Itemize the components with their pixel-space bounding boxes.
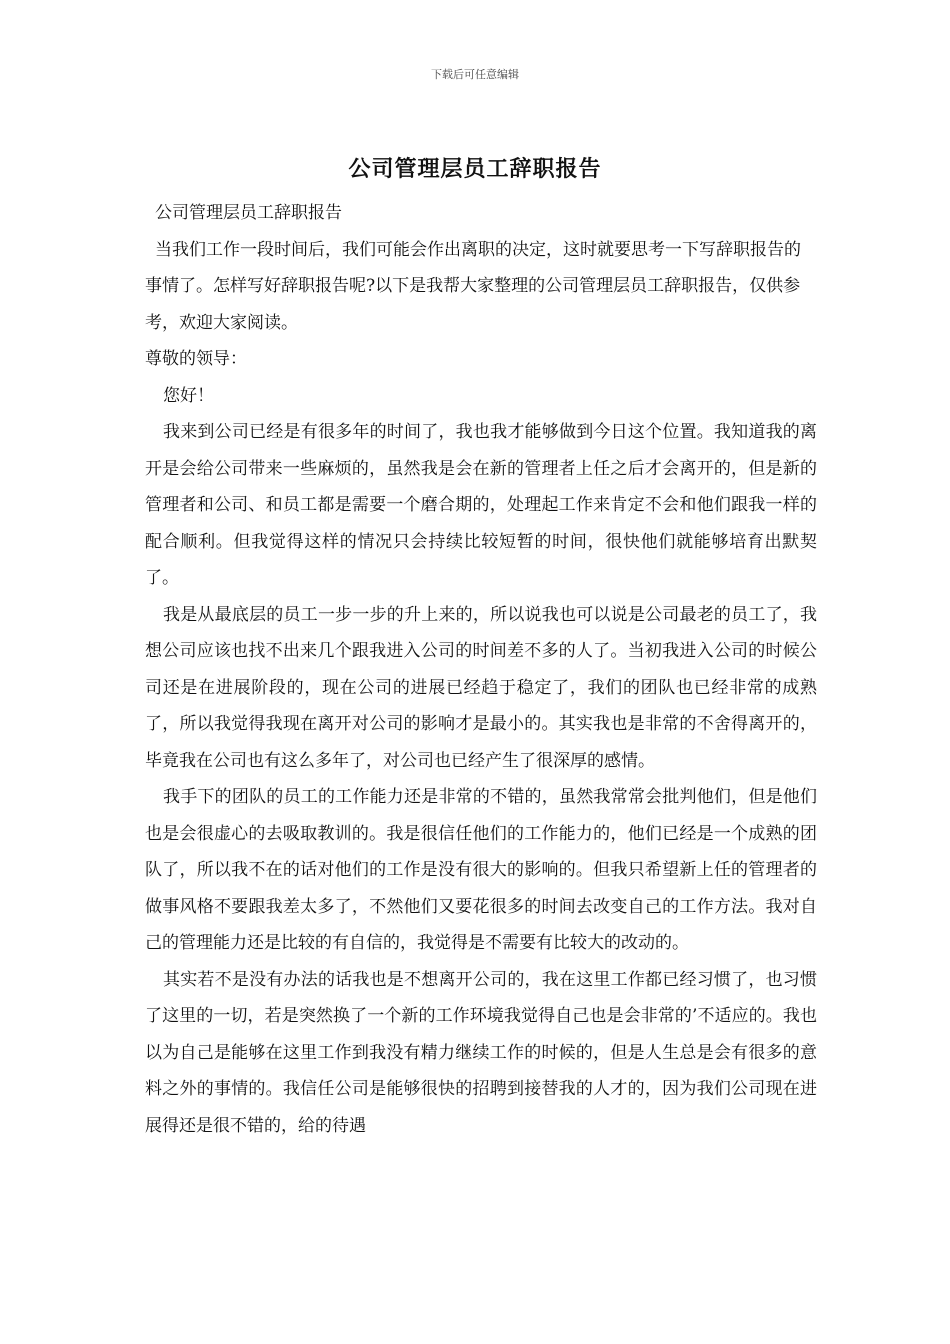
salutation: 尊敬的领导： [145, 349, 247, 369]
greeting: 您好！ [163, 385, 214, 406]
body-paragraph: 我手下的团队的员工的工作能力还是非常的不错的，虽然我常常会批判他们，但是他们也是会很虚心的去吸取教训的。我是很信任他们的工作能力的，他们已经是一个成熟的团队了，所以我不在的话对他们的工作是没有很大的影响的。但我只希望新上任的管理者的做事风格不要跟我差太多了，不然他们又要花很多的时间去改变自己的工作方法。我对自己的管理能力还是比较的有自信的，我觉得是不需要有比较大的改动的。 [145, 787, 817, 953]
document-body [145, 195, 817, 1144]
body-paragraph: 其实若不是没有办法的话我也是不想离开公司的，我在这里工作都已经习惯了，也习惯了这里的一切，若是突然换了一个新的工作环境我觉得自己也是会非常的’不适应的。我也以为自己是能够在这里工作到我没有精力继续工作的时候的，但是人生总是会有很多的意料之外的事情的。我信任公司是能够很快的招聘到接替我的人才的，因为我们公司现在进展得还是很不错的，给的待遇 [145, 969, 817, 1136]
header-note: 下载后可任意编辑 [431, 68, 519, 81]
intro-paragraph: 当我们工作一段时间后，我们可能会作出离职的决定，这时就要思考一下写辞职报告的事情了。怎样写好辞职报告呢?以下是我帮大家整理的公司管理层员工辞职报告，仅供参考，欢迎大家阅读。 [145, 239, 801, 333]
document-subtitle: 公司管理层员工辞职报告 [155, 203, 342, 223]
body-paragraph: 我是从最底层的员工一步一步的升上来的，所以说我也可以说是公司最老的员工了，我想公司应该也找不出来几个跟我进入公司的时间差不多的人了。当初我进入公司的时候公司还是在进展阶段的，现在公司的进展已经趋于稳定了，我们的团队也已经非常的成熟了，所以我觉得我现在离开对公司的影响才是最小的。其实我也是非常的不舍得离开的，毕竟我在公司也有这么多年了，对公司也已经产生了很深厚的感情。 [145, 604, 817, 771]
body-paragraph: 我来到公司已经是有很多年的时间了，我也我才能够做到今日这个位置。我知道我的离开是会给公司带来一些麻烦的，虽然我是会在新的管理者上任之后才会离开的，但是新的管理者和公司、和员工都是需要一个磨合期的，处理起工作来肯定不会和他们跟我一样的配合顺利。但我觉得这样的情况只会持续比较短暂的时间，很快他们就能够培育出默契了。 [145, 422, 817, 588]
document-title: 公司管理层员工辞职报告 [348, 156, 602, 182]
